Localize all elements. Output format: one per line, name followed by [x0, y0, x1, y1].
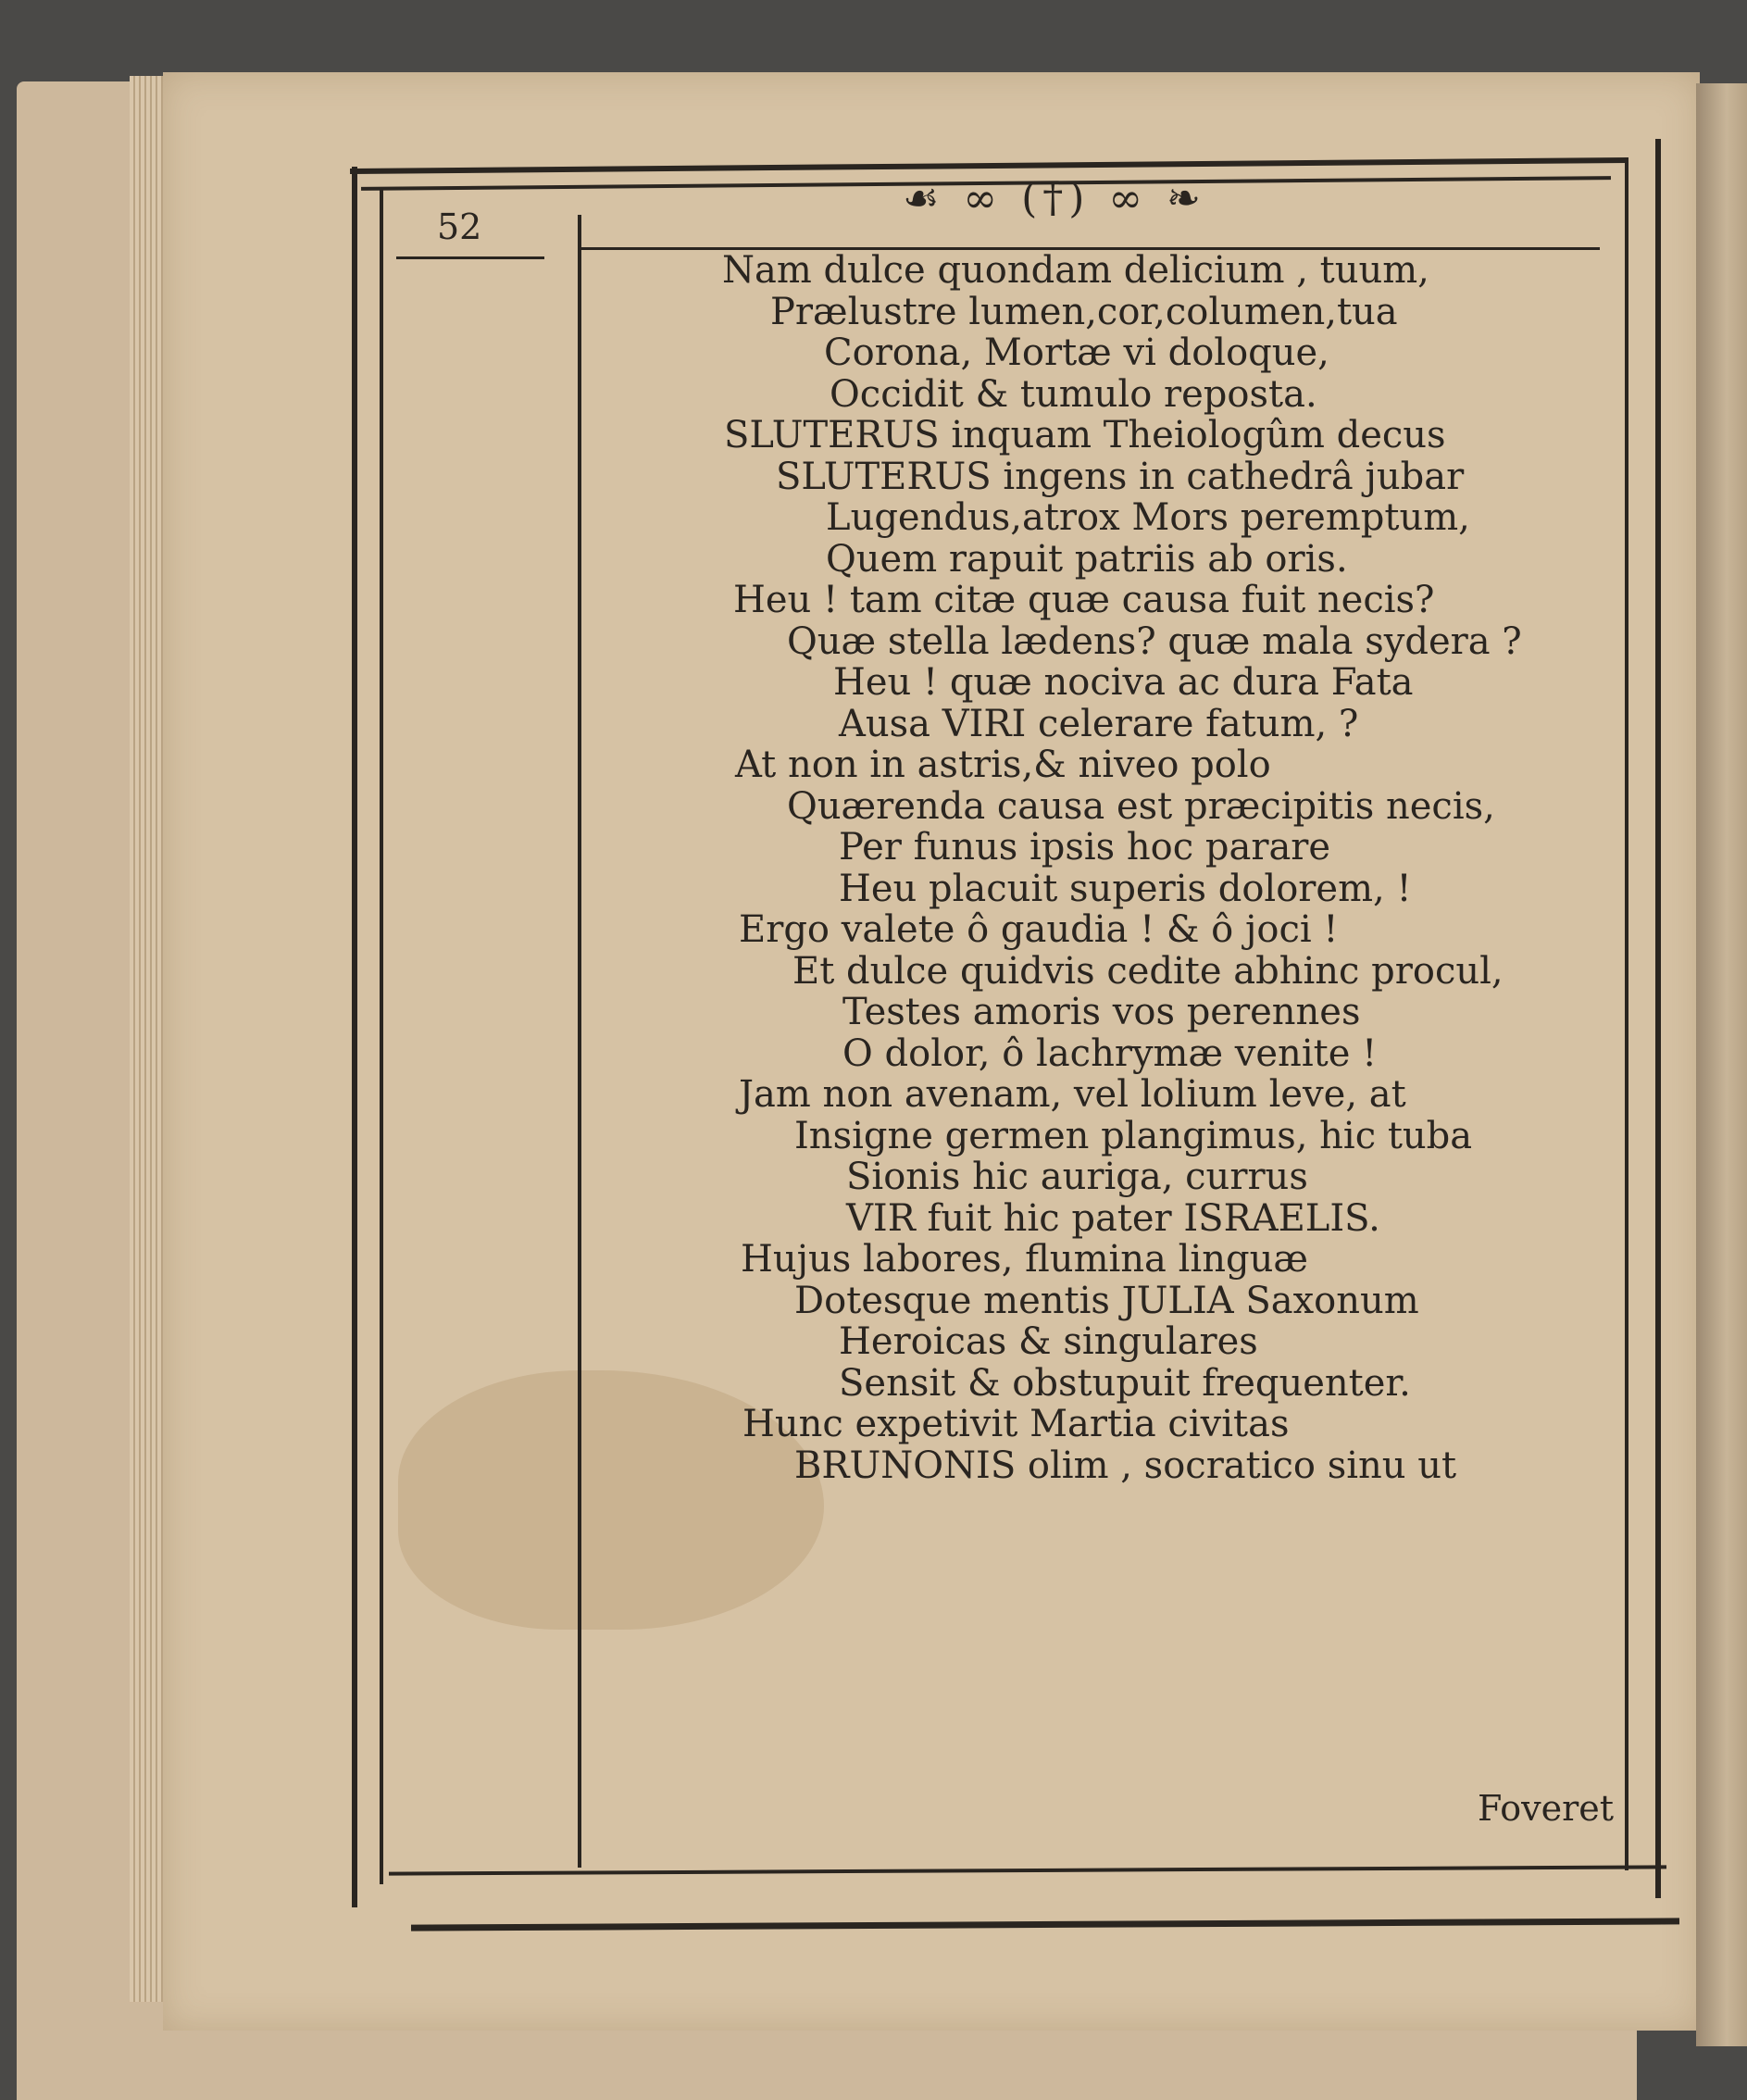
verse-line: Insigne germen plangimus, hic tuba [794, 1114, 1473, 1157]
verse-line: Quæ stella lædens? quæ mala sydera ? [787, 619, 1522, 663]
verse-line: Nam dulce quondam delicium , tuum, [722, 249, 1429, 292]
verse-line: Heroicas & singulares [839, 1320, 1258, 1363]
verse-line: O dolor, ô lachrymæ venite ! [842, 1031, 1378, 1075]
verse-line: Quem rapuit patriis ab oris. [826, 537, 1348, 581]
verse-line: Et dulce quidvis cedite abhinc procul, [792, 949, 1504, 993]
verse-line: Sensit & obstupuit frequenter. [839, 1361, 1411, 1405]
verse-line: Dotesque mentis JULIA Saxonum [794, 1279, 1419, 1322]
facing-page-edge [1696, 83, 1747, 2046]
verse-line: Ergo valete ô gaudia ! & ô joci ! [739, 908, 1339, 951]
verse-line: Heu ! quæ nociva ac dura Fata [833, 661, 1414, 704]
verse-line: SLUTERUS ingens in cathedrâ jubar [776, 455, 1465, 498]
verse-line: Jam non avenam, vel lolium leve, at [739, 1073, 1406, 1116]
verse-line: Corona, Mortæ vi doloque, [824, 331, 1329, 374]
verse-line: Sionis hic auriga, currus [846, 1156, 1308, 1198]
verse-line: Heu placuit superis dolorem, ! [839, 867, 1412, 910]
ornament-headpiece: ☙ ∞ (†) ∞ ❧ [903, 175, 1206, 222]
verse-line: Heu ! tam citæ quæ causa fuit necis? [733, 579, 1435, 621]
verse-line: Lugendus,atrox Mors peremptum, [826, 496, 1470, 539]
verse-line: Ausa VIRI celerare fatum, ? [839, 702, 1359, 745]
folio-rule [396, 256, 544, 259]
verse-line: Prælustre lumen,cor,columen,tua [770, 290, 1398, 333]
frame-left-outer [352, 167, 357, 1907]
page-edges [130, 76, 167, 2002]
verse-line: Occidit & tumulo reposta. [830, 372, 1317, 416]
catchword: Foveret [1478, 1788, 1615, 1829]
verse-text [555, 250, 1611, 1486]
page-number: 52 [437, 206, 482, 247]
frame-left-inner [380, 190, 383, 1884]
verse-line: At non in astris,& niveo polo [735, 744, 1271, 786]
verse-line: SLUTERUS inquam Theiologûm decus [724, 414, 1446, 456]
verse-line: Testes amoris vos perennes [842, 991, 1361, 1033]
verse-line: VIR fuit hic pater ISRAELIS. [846, 1196, 1380, 1240]
frame-right-inner [1625, 157, 1628, 1870]
verse-line: Per funus ipsis hoc parare [839, 826, 1331, 869]
verse-line: BRUNONIS olim , socratico sinu ut [794, 1444, 1457, 1487]
verse-line: Quærenda causa est præcipitis necis, [787, 784, 1495, 828]
frame-right-outer [1655, 139, 1661, 1898]
verse-line: Hujus labores, flumina linguæ [741, 1238, 1308, 1281]
verse-line: Hunc expetivit Martia civitas [742, 1403, 1290, 1445]
